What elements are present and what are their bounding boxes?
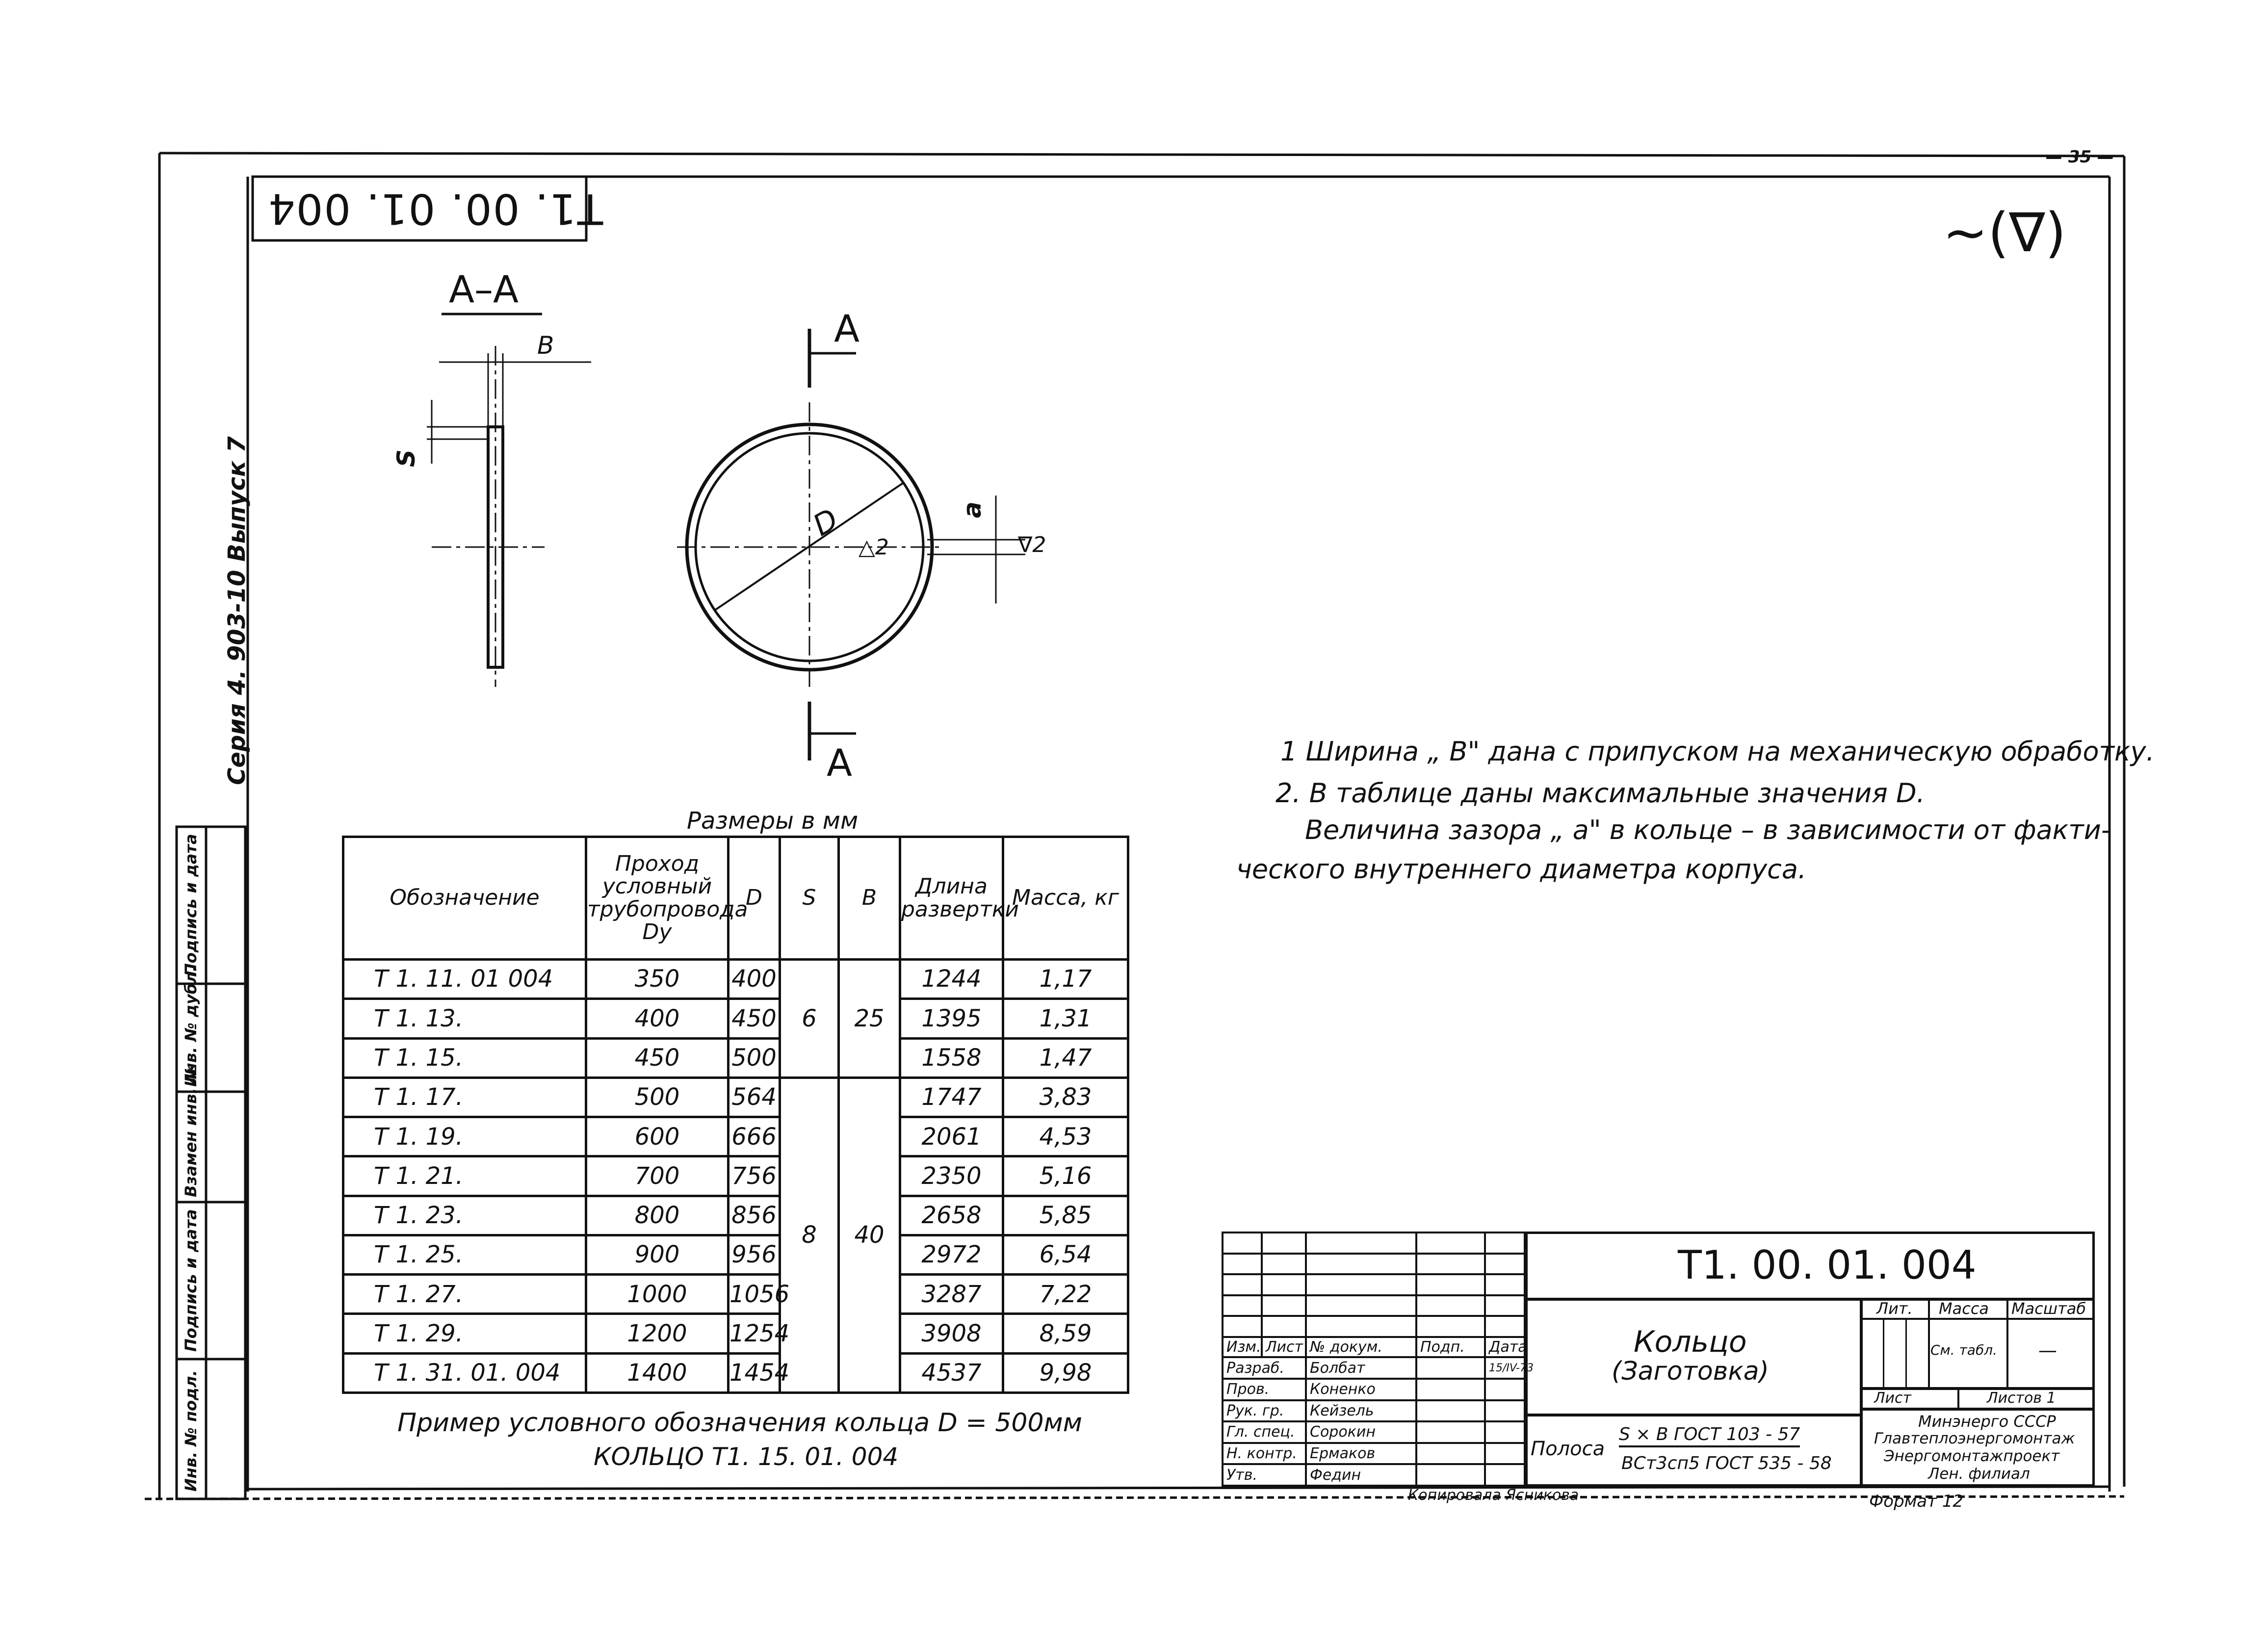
signer-name: Коненко — [1306, 1379, 1416, 1400]
dim-label-d: D — [807, 502, 844, 543]
cell-dy: 1000 — [586, 1275, 729, 1314]
table-row — [343, 1275, 1128, 1314]
outer-frame-bottom — [145, 1496, 2124, 1499]
outer-frame-line — [159, 153, 2124, 156]
signer-date — [1485, 1464, 1527, 1486]
stamp-title: Кольцо — [1634, 1325, 1747, 1359]
cell-d: 956 — [729, 1235, 780, 1274]
signature — [1416, 1357, 1485, 1379]
cell-d: 564 — [729, 1077, 780, 1117]
title-block — [1222, 1232, 2095, 1487]
signer-date: 15/IV-73 — [1485, 1357, 1527, 1379]
signer-name: Федин — [1306, 1464, 1416, 1486]
table-caption: Размеры в мм — [687, 807, 859, 835]
header-dy: Проход условный трубопровода Dy — [586, 837, 729, 960]
cell-mass: 4,53 — [1003, 1117, 1128, 1156]
cell-dy: 900 — [586, 1235, 729, 1274]
signer-name: Сорокин — [1306, 1421, 1416, 1443]
table-row — [343, 1117, 1128, 1156]
stamp-scale-value: — — [2038, 1339, 2057, 1361]
cell-length: 2350 — [900, 1156, 1003, 1196]
dim-label-a: а — [958, 501, 987, 518]
cell-mass: 1,31 — [1003, 999, 1128, 1038]
cell-d: 666 — [729, 1117, 780, 1156]
stamp-sheet-label: Лист — [1874, 1390, 1912, 1407]
header-b: В — [839, 837, 900, 960]
cell-designation: Т 1. 15. — [343, 1038, 586, 1077]
table-row — [343, 1196, 1128, 1235]
cell-length: 2972 — [900, 1235, 1003, 1274]
stamp-lit-label: Лит. — [1876, 1299, 1913, 1318]
cell-d: 1056 — [729, 1275, 780, 1314]
cell-mass: 1,17 — [1003, 960, 1128, 999]
rev-header-sheet: Лист — [1262, 1337, 1306, 1358]
cell-s-group1: 6 — [780, 960, 839, 1078]
cell-dy: 800 — [586, 1196, 729, 1235]
material-label: Полоса — [1531, 1438, 1605, 1460]
cell-length: 2061 — [900, 1117, 1003, 1156]
signature — [1416, 1443, 1485, 1465]
cell-length: 3908 — [900, 1314, 1003, 1353]
header-designation: Обозначение — [343, 837, 586, 960]
org-line-3: Энергомонтажпроект — [1884, 1447, 2060, 1465]
cell-d: 1454 — [729, 1353, 780, 1392]
signature — [1416, 1379, 1485, 1400]
material-numerator: S × В ГОСТ 103 - 57 — [1619, 1424, 1800, 1447]
inner-frame-bottom — [248, 1487, 2109, 1489]
doc-code-rotated: Т1. 00. 01. 004 — [267, 184, 603, 233]
cell-dy: 700 — [586, 1156, 729, 1196]
cell-dy: 600 — [586, 1117, 729, 1156]
cell-d: 1254 — [729, 1314, 780, 1353]
stamp-scale-label: Масштаб — [2011, 1299, 2086, 1318]
side-stamp-label-2: Инв. № дубл. — [182, 966, 200, 1087]
cell-b-group2: 40 — [839, 1077, 900, 1392]
cell-length: 1395 — [900, 999, 1003, 1038]
cell-length: 4537 — [900, 1353, 1003, 1392]
cell-mass: 3,83 — [1003, 1077, 1128, 1117]
cell-mass: 8,59 — [1003, 1314, 1128, 1353]
signer-date — [1485, 1379, 1527, 1400]
roughness-mark: ∼(∇) — [1943, 201, 2066, 264]
dim-label-s: S — [392, 449, 421, 468]
rev-header-sign: Подп. — [1416, 1337, 1485, 1358]
example-line-1: Пример условного обозначения кольца D = 500мм — [397, 1408, 1083, 1438]
header-d: D — [729, 837, 780, 960]
cell-s-group2: 8 — [780, 1077, 839, 1392]
cell-d: 500 — [729, 1038, 780, 1077]
cell-designation: Т 1. 29. — [343, 1314, 586, 1353]
cell-dy: 1200 — [586, 1314, 729, 1353]
org-line-1: Минэнерго СССР — [1918, 1412, 2056, 1431]
signer-role: Рук. гр. — [1223, 1400, 1306, 1422]
cell-designation: Т 1. 13. — [343, 999, 586, 1038]
cell-mass: 5,85 — [1003, 1196, 1128, 1235]
table-row — [343, 1038, 1128, 1077]
cell-length: 1558 — [900, 1038, 1003, 1077]
cell-b-group1: 25 — [839, 960, 900, 1078]
copied-by: Копировала Ясникова — [1408, 1487, 1579, 1504]
cell-dy: 1400 — [586, 1353, 729, 1392]
org-line-2: Главтеплоэнергомонтаж — [1874, 1430, 2075, 1447]
example-line-2: КОЛЬЦО Т1. 15. 01. 004 — [594, 1442, 899, 1471]
weld-mark-left: △2 — [859, 535, 889, 560]
cell-mass: 5,16 — [1003, 1156, 1128, 1196]
view-letter-top: А — [834, 307, 859, 350]
cell-designation: Т 1. 11. 01 004 — [343, 960, 586, 999]
stamp-mass-value: См. табл. — [1930, 1342, 1998, 1358]
signer-role: Гл. спец. — [1223, 1421, 1306, 1443]
header-mass: Масса, кг — [1003, 837, 1128, 960]
revision-table — [1222, 1232, 1534, 1487]
header-s: S — [780, 837, 839, 960]
signer-role: Разраб. — [1223, 1357, 1306, 1379]
header-length: Длина развертки — [900, 837, 1003, 960]
cell-dy: 450 — [586, 1038, 729, 1077]
signer-date — [1485, 1443, 1527, 1465]
cell-designation: Т 1. 19. — [343, 1117, 586, 1156]
signature — [1416, 1464, 1485, 1486]
table-row — [343, 1235, 1128, 1274]
cell-d: 400 — [729, 960, 780, 999]
cell-length: 1244 — [900, 960, 1003, 999]
side-stamp-label-1: Подпись и дата — [182, 834, 200, 976]
table-row — [343, 960, 1128, 999]
cell-d: 856 — [729, 1196, 780, 1235]
cell-length: 3287 — [900, 1275, 1003, 1314]
cell-designation: Т 1. 27. — [343, 1275, 586, 1314]
signature — [1416, 1421, 1485, 1443]
cell-designation: Т 1. 31. 01. 004 — [343, 1353, 586, 1392]
cell-mass: 6,54 — [1003, 1235, 1128, 1274]
side-stamp-label-4: Подпись и дата — [182, 1209, 200, 1352]
table-row — [343, 1156, 1128, 1196]
cell-designation: Т 1. 23. — [343, 1196, 586, 1235]
signer-name: Ермаков — [1306, 1443, 1416, 1465]
stamp-mass-label: Масса — [1939, 1299, 1989, 1318]
signer-role: Пров. — [1223, 1379, 1306, 1400]
side-stamp-label-3: Взамен инв. № — [182, 1063, 200, 1197]
note-3: Величина зазора „ а" в кольце – в зависимости от факти- — [1305, 814, 2111, 845]
org-line-4: Лен. филиал — [1928, 1465, 2030, 1483]
stamp-doc-code: Т1. 00. 01. 004 — [1678, 1242, 1977, 1288]
signer-date — [1485, 1421, 1527, 1443]
cell-dy: 350 — [586, 960, 729, 999]
cell-mass: 9,98 — [1003, 1353, 1128, 1392]
signer-role: Утв. — [1223, 1464, 1306, 1486]
cell-d: 450 — [729, 999, 780, 1038]
rev-header-doc: № докум. — [1306, 1337, 1416, 1358]
table-row — [343, 1314, 1128, 1353]
cell-dy: 400 — [586, 999, 729, 1038]
note-2: 2. В таблице даны максимальные значения D. — [1276, 778, 1925, 809]
stamp-subtitle: (Заготовка) — [1612, 1357, 1769, 1386]
cell-mass: 7,22 — [1003, 1275, 1128, 1314]
cell-mass: 1,47 — [1003, 1038, 1128, 1077]
cell-designation: Т 1. 25. — [343, 1235, 586, 1274]
signer-date — [1485, 1400, 1527, 1422]
dimension-table — [342, 836, 1129, 1394]
signer-role: Н. контр. — [1223, 1443, 1306, 1465]
table-row — [343, 1077, 1128, 1117]
rev-header-change: Изм. — [1223, 1337, 1262, 1358]
table-row — [343, 1353, 1128, 1392]
signature — [1416, 1400, 1485, 1422]
material-denominator: ВСт3сп5 ГОСТ 535 - 58 — [1621, 1453, 1832, 1473]
cell-designation: Т 1. 17. — [343, 1077, 586, 1117]
page-number: — 35 — — [2046, 147, 2114, 167]
cell-length: 2658 — [900, 1196, 1003, 1235]
signer-name: Болбат — [1306, 1357, 1416, 1379]
weld-mark-right: ∇2 — [1018, 532, 1046, 557]
table-row — [343, 999, 1128, 1038]
stamp-sheets-label: Листов 1 — [1987, 1390, 2056, 1407]
section-title: А–А — [449, 267, 519, 311]
cell-designation: Т 1. 21. — [343, 1156, 586, 1196]
dim-label-b: В — [537, 331, 554, 360]
side-stamp-label-5: Инв. № подл. — [182, 1370, 200, 1492]
series-label: Серия 4. 903-10 Выпуск 7 — [223, 436, 251, 785]
note-4: ческого внутреннего диаметра корпуса. — [1236, 854, 1807, 885]
cell-d: 756 — [729, 1156, 780, 1196]
cell-length: 1747 — [900, 1077, 1003, 1117]
note-1: 1 Ширина „ В" дана с припуском на механическую обработку. — [1280, 736, 2155, 767]
signer-name: Кейзель — [1306, 1400, 1416, 1422]
cell-dy: 500 — [586, 1077, 729, 1117]
rev-header-date: Дата — [1485, 1337, 1527, 1358]
sheet-format: Формат 12 — [1869, 1492, 1964, 1511]
view-letter-bottom: А — [827, 741, 852, 785]
